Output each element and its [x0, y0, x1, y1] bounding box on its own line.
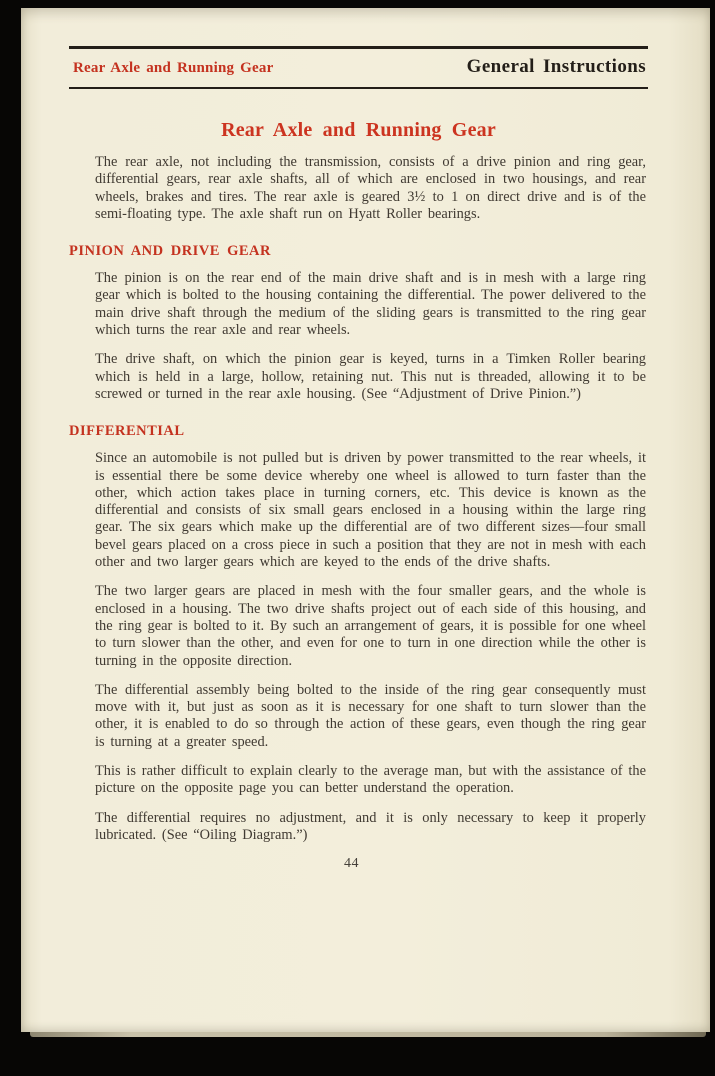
- running-header-left: Rear Axle and Running Gear: [73, 60, 274, 76]
- page-bottom-edge: [30, 1032, 706, 1037]
- intro-paragraph: The rear axle, not including the transmission, consists of a drive pinion and ring gear, differential gears, rear axle shafts, all of which are enclosed in two housings, and rear wheels, brakes and tires. The rear axle is geared 3½ to 1 on direct drive and is of the semi-floating type. The axle shaft run on Hyatt Roller bearings.: [95, 154, 646, 222]
- paragraph-differential-1: Since an automobile is not pulled but is driven by power transmitted to the rear wheels, it is essential there be some device whereby one wheel is allowed to turn faster than the other, which action takes place in turning corners, etc. This device is known as the differential and consists of six small gears enclosed in a housing within the large ring gear. The six gears which make up the differential are of two different sizes—four small bevel gears placed on a cross piece in such a position that they are not in mesh with each other and two larger gears which are keyed to the ends of the drive shafts.: [95, 450, 646, 571]
- paragraph-pinion-2: The drive shaft, on which the pinion gear is keyed, turns in a Timken Roller bearing which is held in a large, hollow, retaining nut. This nut is threaded, allowing it to be screwed or turned in the rear axle housing. (See “Adjustment of Drive Pinion.”): [95, 351, 646, 402]
- page-title: Rear Axle and Running Gear: [221, 119, 496, 141]
- paragraph-differential-5: The differential requires no adjustment, and it is only necessary to keep it properly lubricated. (See “Oiling Diagram.”): [95, 809, 646, 843]
- section-heading-pinion-and-drive-gear: PINION AND DRIVE GEAR: [69, 243, 271, 260]
- page-number: 44: [344, 856, 359, 872]
- running-header: [69, 46, 648, 89]
- manual-page: [21, 8, 710, 1032]
- paragraph-differential-4: This is rather difficult to explain clearly to the average man, but with the assistance of the picture on the opposite page you can better understand the operation.: [95, 763, 646, 797]
- paragraph-pinion-1: The pinion is on the rear end of the main drive shaft and is in mesh with a large ring gear which is bolted to the housing containing the differential. The power delivered to the main drive shaft through the medium of the sliding gears is transmitted to the ring gear which turns the rear axle and rear wheels.: [95, 270, 646, 339]
- section-heading-differential: DIFFERENTIAL: [69, 423, 185, 440]
- paragraph-differential-3: The differential assembly being bolted to the inside of the ring gear consequently must move with it, but just as soon as it is necessary for one shaft to turn slower than the other, it is enabled to do so through the action of these gears, even though the ring gear is turning at a greater speed.: [95, 681, 646, 750]
- running-header-right: General Instructions: [466, 56, 646, 77]
- paragraph-differential-2: The two larger gears are placed in mesh with the four smaller gears, and the whole is enclosed in a housing. The two drive shafts project out of each side of this housing, and the ring gear is bolted to it. By such an arrangement of gears, it is possible for one wheel to turn slower than the other, and even for one to turn in one direction while the other is turning in the opposite direction.: [95, 583, 646, 669]
